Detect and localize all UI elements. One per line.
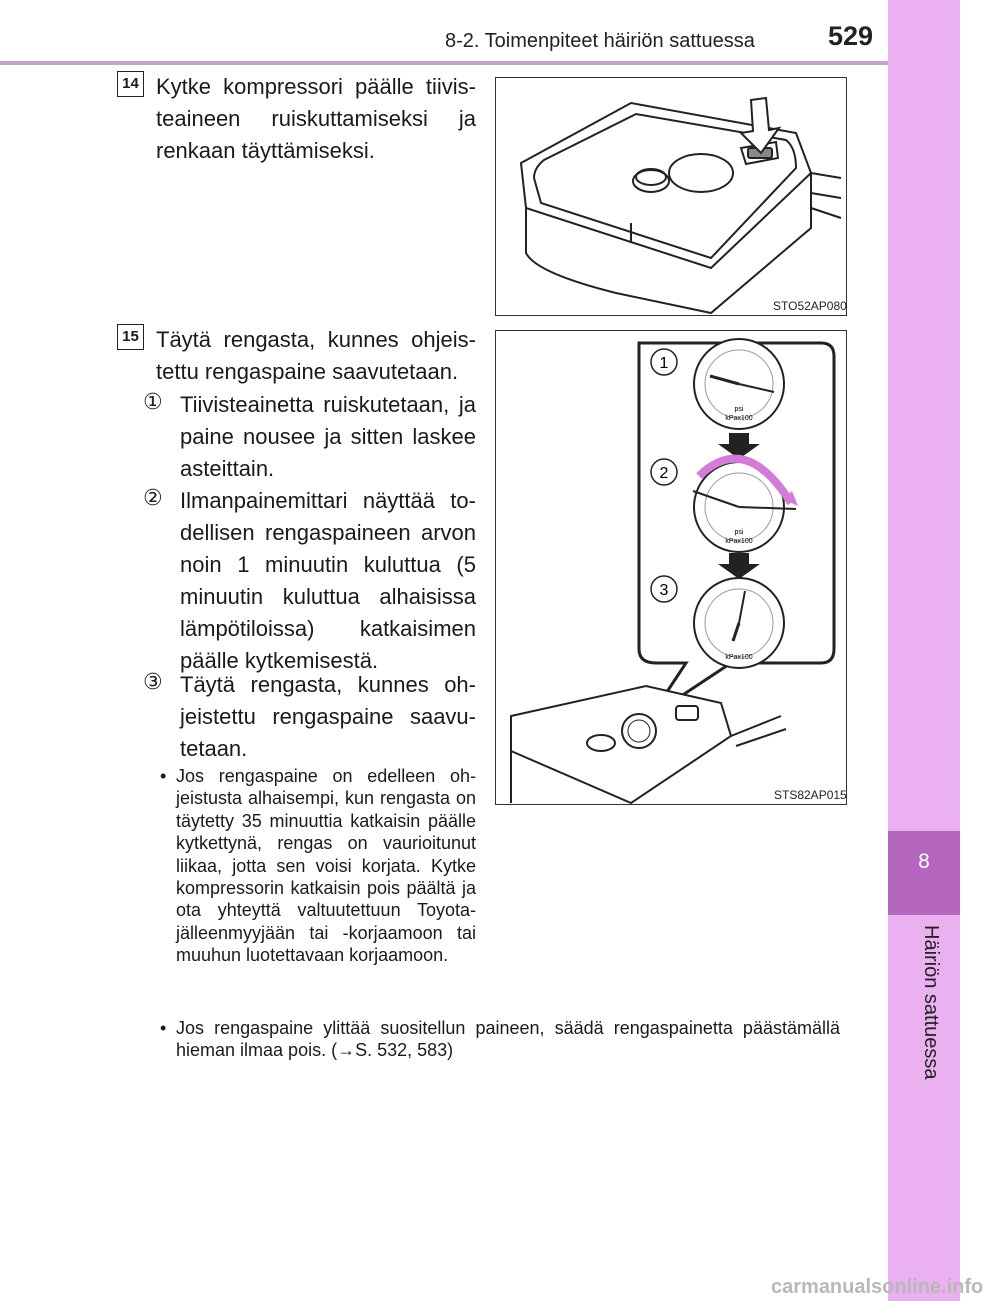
sub-step-1-badge: ① xyxy=(143,389,163,414)
callout-2 xyxy=(651,459,677,485)
svg-text:kPax100: kPax100 xyxy=(725,415,753,422)
callout-3-label: 3 xyxy=(659,582,669,599)
gauge-3-icon xyxy=(694,578,784,668)
svg-text:psi: psi xyxy=(734,529,744,536)
svg-text:psi: psi xyxy=(734,406,744,413)
step-14-badge: 14 xyxy=(117,71,144,97)
compressor-switch-illustration xyxy=(496,78,846,315)
side-tab-upper xyxy=(888,0,960,831)
watermark: carmanualsonline.info xyxy=(771,1276,983,1298)
callout-2-label: 2 xyxy=(659,465,669,482)
step-15-text: Täytä rengasta, kunnes ohjeistettu rengaspaine saavutetaan. xyxy=(156,327,476,384)
callout-1-label: 1 xyxy=(659,355,669,372)
bullet-dot: • xyxy=(160,766,167,786)
bullet-note-1 xyxy=(160,765,476,967)
figure-code: STS82AP015 xyxy=(774,788,847,802)
chapter-title: Häiriön sattuessa xyxy=(920,925,942,1080)
callout-1 xyxy=(651,349,677,375)
gauge-sequence-illustration xyxy=(496,331,846,804)
gauge-1-icon xyxy=(694,339,784,429)
bullet-note-2-text: Jos rengaspaine ylittää suositellun paineen, säädä rengaspainetta päästämällä hieman ilmaa pois. (→S. 532, 583) xyxy=(176,1018,840,1061)
svg-text:kPax100: kPax100 xyxy=(725,654,753,661)
figure-code: STO52AP080 xyxy=(773,299,847,313)
bullet-note-1-text: Jos rengaspaine on edelleen ohjeistusta alhaisempi, kun rengasta on täytetty 35 minuuttia katkaisin päälle kytkettynä, rengas on vaurioitunut liikaa, jotta sen voisi korjata. Kytke kompressorin katkaisin pois päältä ja ota yhteyttä valtuutettuun Toyota-jälleenmyyjään tai -korjaamoon tai muuhun luotettavaan korjaamoon. xyxy=(176,766,476,966)
sub-step-1-text: Tiivisteainetta ruiskutetaan, ja paine nousee ja sitten laskee asteittain. xyxy=(180,392,476,481)
step-15-badge: 15 xyxy=(117,324,144,350)
page-number: 529 xyxy=(828,21,874,51)
step-14-text: Kytke kompressori päälle tiivisteaineen ruiskuttamiseksi ja renkaan täyttämiseksi. xyxy=(156,74,476,163)
svg-text:kPax100: kPax100 xyxy=(725,538,753,545)
bullet-note-2 xyxy=(160,1017,840,1062)
callout-3 xyxy=(651,576,677,602)
header-divider xyxy=(0,61,888,65)
sub-step-3-badge: ③ xyxy=(143,669,163,694)
section-title: 8-2. Toimenpiteet häiriön sattuessa xyxy=(445,30,755,52)
bullet-dot: • xyxy=(160,1018,167,1038)
chapter-number: 8 xyxy=(918,850,930,873)
sub-step-2-text: Ilmanpainemittari näyttää todellisen rengaspaineen arvon noin 1 minuutin kuluttua (5 minuutin kuluttua alhaisissa lämpötiloissa) katkaisimen päälle kytkemisestä. xyxy=(180,488,476,673)
sub-step-3-text: Täytä rengasta, kunnes ohjeistettu rengaspaine saavutetaan. xyxy=(180,672,476,761)
sub-step-2-badge: ② xyxy=(143,485,163,510)
compressor-figure xyxy=(495,77,847,316)
small-gauge-icon xyxy=(622,714,656,748)
pressure-gauge-figure xyxy=(495,330,847,805)
